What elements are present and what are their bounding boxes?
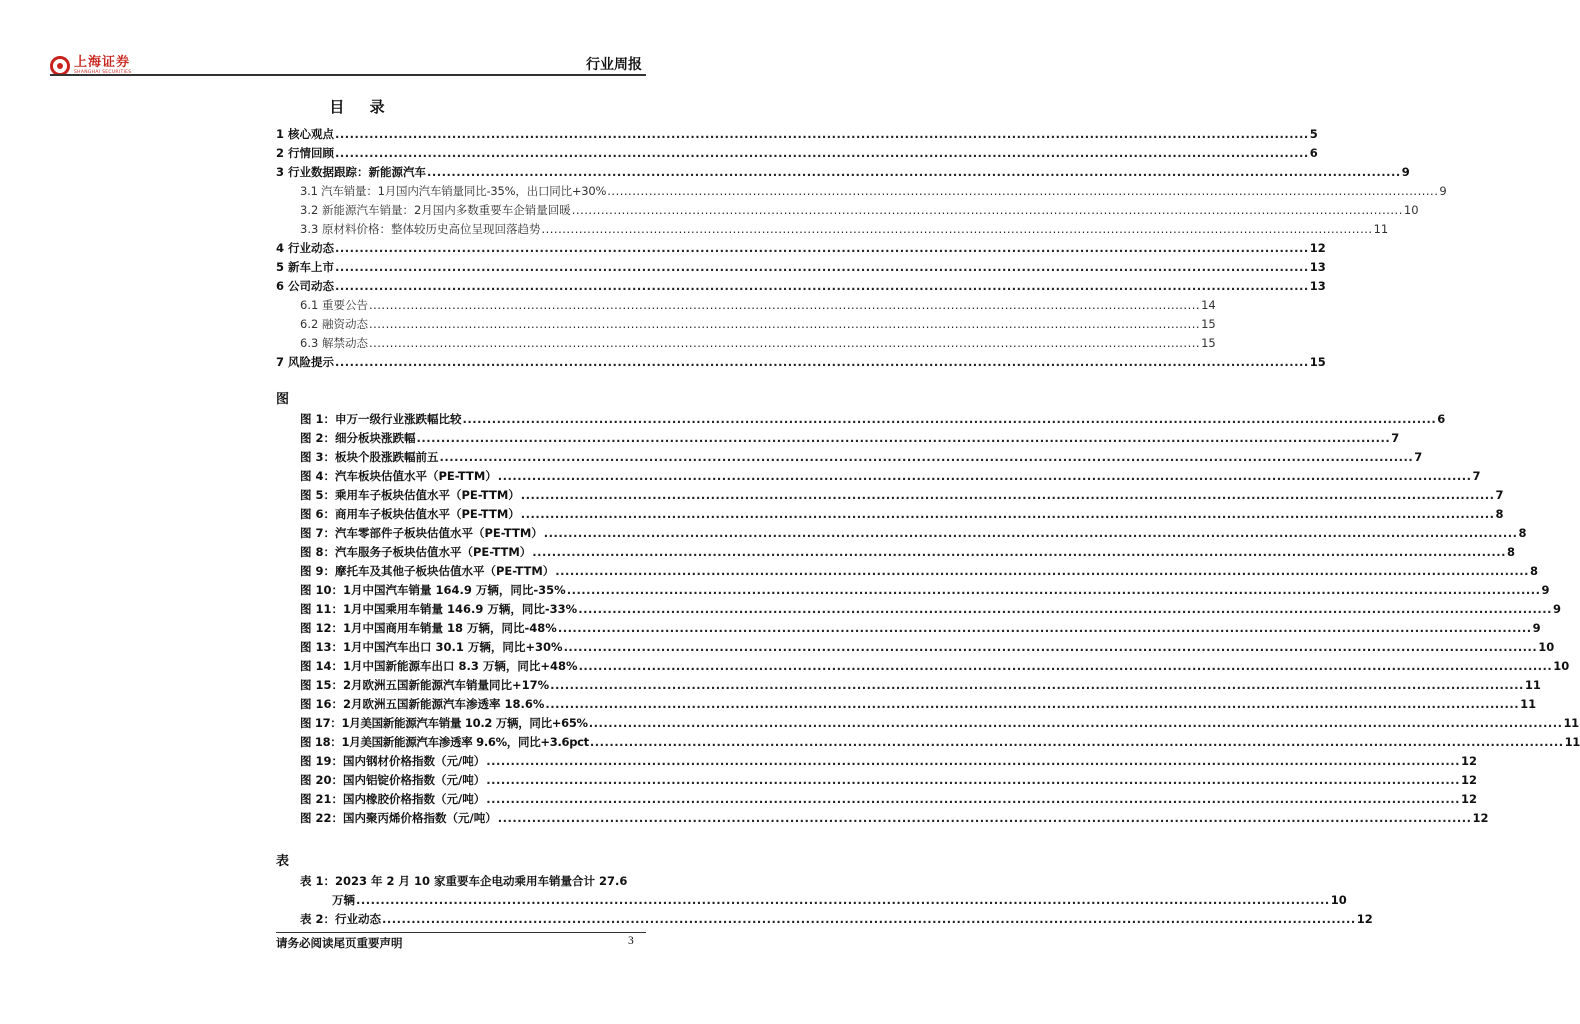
table-entry[interactable]: 表 2：行业动态 ........................................................................................................................................................................................................ 12 xyxy=(300,912,1373,926)
dot-leader: ........................................................................................................................................................................................................ xyxy=(368,298,1201,312)
figure-entry[interactable]: 图 21：国内橡胶价格指数（元/吨） ........................................................................................................................................................................................................ 12 xyxy=(300,792,1477,806)
figures-heading: 图 xyxy=(276,392,290,407)
toc-entry[interactable]: 6 公司动态 ........................................................................................................................................................................................................ 13 xyxy=(276,279,1326,293)
page-header xyxy=(50,50,646,84)
dot-leader: ........................................................................................................................................................................................................ xyxy=(578,659,1553,673)
dot-leader: ........................................................................................................................................................................................................ xyxy=(335,127,1309,141)
dot-leader: ........................................................................................................................................................................................................ xyxy=(555,564,1530,578)
toc-entry[interactable]: 4 行业动态 ........................................................................................................................................................................................................ 12 xyxy=(276,241,1326,255)
figure-entry[interactable]: 图 15：2月欧洲五国新能源汽车销量同比+17% ........................................................................................................................................................................................................ 11 xyxy=(300,678,1541,692)
figure-entry[interactable]: 图 18：1月美国新能源汽车渗透率 9.6%，同比+3.6pct ........................................................................................................................................................................................................ 11 xyxy=(300,735,1580,749)
dot-leader: ........................................................................................................................................................................................................ xyxy=(607,184,1439,198)
footer-divider xyxy=(276,932,646,933)
toc-subentry[interactable]: 3.2 新能源汽车销量：2月国内多数重要车企销量回暖 ........................................................................................................................................................................................................ 10 xyxy=(300,203,1419,217)
toc-entry[interactable]: 2 行情回顾 ........................................................................................................................................................................................................ 6 xyxy=(276,146,1318,160)
header-divider xyxy=(50,74,646,76)
dot-leader: ........................................................................................................................................................................................................ xyxy=(335,279,1309,293)
toc-subentry[interactable]: 3.1 汽车销量：1月国内汽车销量同比-35%，出口同比+30% ........................................................................................................................................................................................................ 9 xyxy=(300,184,1447,198)
dot-leader: ........................................................................................................................................................................................................ xyxy=(356,893,1330,907)
dot-leader: ........................................................................................................................................................................................................ xyxy=(486,773,1460,787)
dot-leader: ........................................................................................................................................................................................................ xyxy=(335,355,1309,369)
dot-leader: ........................................................................................................................................................................................................ xyxy=(439,450,1414,464)
figure-entry[interactable]: 图 3：板块个股涨跌幅前五 ........................................................................................................................................................................................................ 7 xyxy=(300,450,1423,464)
page-number: 3 xyxy=(628,935,634,947)
figure-entry[interactable]: 图 10：1月中国汽车销量 164.9 万辆，同比-35% ........................................................................................................................................................................................................ 9 xyxy=(300,583,1550,597)
dot-leader: ........................................................................................................................................................................................................ xyxy=(578,602,1552,616)
dot-leader: ........................................................................................................................................................................................................ xyxy=(566,583,1541,597)
dot-leader: ........................................................................................................................................................................................................ xyxy=(589,735,1564,749)
figure-entry[interactable]: 图 5：乘用车子板块估值水平（PE-TTM） ........................................................................................................................................................................................................ 7 xyxy=(300,488,1504,502)
report-type: 行业周报 xyxy=(586,57,642,73)
dot-leader: ........................................................................................................................................................................................................ xyxy=(543,526,1518,540)
dot-leader: ........................................................................................................................................................................................................ xyxy=(486,792,1460,806)
figure-entry[interactable]: 图 13：1月中国汽车出口 30.1 万辆，同比+30% ........................................................................................................................................................................................................ 10 xyxy=(300,640,1555,654)
figure-entry[interactable]: 图 1：申万一级行业涨跌幅比较 ........................................................................................................................................................................................................ 6 xyxy=(300,412,1446,426)
figure-entry[interactable]: 图 14：1月中国新能源车出口 8.3 万辆，同比+48% ........................................................................................................................................................................................................ 10 xyxy=(300,659,1570,673)
toc-subentry[interactable]: 6.1 重要公告 ........................................................................................................................................................................................................ 14 xyxy=(300,298,1216,312)
dot-leader: ........................................................................................................................................................................................................ xyxy=(427,165,1401,179)
dot-leader: ........................................................................................................................................................................................................ xyxy=(335,241,1309,255)
dot-leader: ........................................................................................................................................................................................................ xyxy=(545,697,1520,711)
logo-cn-text: 上海证券 xyxy=(74,55,131,71)
dot-leader: ........................................................................................................................................................................................................ xyxy=(520,488,1495,502)
logo-seal-icon xyxy=(50,56,70,76)
figure-entry[interactable]: 图 7：汽车零部件子板块估值水平（PE-TTM） ........................................................................................................................................................................................................ 8 xyxy=(300,526,1527,540)
dot-leader: ........................................................................................................................................................................................................ xyxy=(532,545,1507,559)
dot-leader: ........................................................................................................................................................................................................ xyxy=(550,678,1524,692)
footer-disclaimer: 请务必阅读尾页重要声明 xyxy=(276,936,403,950)
table-entry-line1[interactable]: 表 1：2023 年 2 月 10 家重要车企电动乘用车销量合计 27.6 xyxy=(300,874,628,888)
dot-leader: ........................................................................................................................................................................................................ xyxy=(541,222,1373,236)
figure-entry[interactable]: 图 6：商用车子板块估值水平（PE-TTM） ........................................................................................................................................................................................................ 8 xyxy=(300,507,1504,521)
figure-entry[interactable]: 图 11：1月中国乘用车销量 146.9 万辆，同比-33% ........................................................................................................................................................................................................ 9 xyxy=(300,602,1561,616)
dot-leader: ........................................................................................................................................................................................................ xyxy=(335,260,1309,274)
figure-entry[interactable]: 图 19：国内钢材价格指数（元/吨） ........................................................................................................................................................................................................ 12 xyxy=(300,754,1477,768)
dot-leader: ........................................................................................................................................................................................................ xyxy=(497,811,1472,825)
toc-entry[interactable]: 3 行业数据跟踪：新能源汽车 ........................................................................................................................................................................................................ 9 xyxy=(276,165,1410,179)
dot-leader: ........................................................................................................................................................................................................ xyxy=(497,469,1472,483)
figure-entry[interactable]: 图 9：摩托车及其他子板块估值水平（PE-TTM） ........................................................................................................................................................................................................ 8 xyxy=(300,564,1539,578)
dot-leader: ........................................................................................................................................................................................................ xyxy=(462,412,1437,426)
toc-entry[interactable]: 5 新车上市 ........................................................................................................................................................................................................ 13 xyxy=(276,260,1326,274)
dot-leader: ........................................................................................................................................................................................................ xyxy=(368,317,1201,331)
figure-entry[interactable]: 图 16：2月欧洲五国新能源汽车渗透率 18.6% ........................................................................................................................................................................................................ 11 xyxy=(300,697,1537,711)
figure-entry[interactable]: 图 4：汽车板块估值水平（PE-TTM） ........................................................................................................................................................................................................ 7 xyxy=(300,469,1481,483)
dot-leader: ........................................................................................................................................................................................................ xyxy=(368,336,1201,350)
dot-leader: ........................................................................................................................................................................................................ xyxy=(486,754,1460,768)
dot-leader: ........................................................................................................................................................................................................ xyxy=(335,146,1309,160)
toc-subentry[interactable]: 6.3 解禁动态 ........................................................................................................................................................................................................ 15 xyxy=(300,336,1216,350)
dot-leader: ........................................................................................................................................................................................................ xyxy=(588,716,1563,730)
figure-entry[interactable]: 图 20：国内铝锭价格指数（元/吨） ........................................................................................................................................................................................................ 12 xyxy=(300,773,1477,787)
toc-entry[interactable]: 7 风险提示 ........................................................................................................................................................................................................ 15 xyxy=(276,355,1326,369)
figure-entry[interactable]: 图 2：细分板块涨跌幅 ........................................................................................................................................................................................................ 7 xyxy=(300,431,1400,445)
toc-entry[interactable]: 1 核心观点 ........................................................................................................................................................................................................ 5 xyxy=(276,127,1318,141)
dot-leader: ........................................................................................................................................................................................................ xyxy=(571,203,1403,217)
table-entry[interactable]: 万辆 ........................................................................................................................................................................................................ 10 xyxy=(332,893,1347,907)
toc-subentry[interactable]: 3.3 原材料价格：整体较历史高位呈现回落趋势 ........................................................................................................................................................................................................ 11 xyxy=(300,222,1389,236)
dot-leader: ........................................................................................................................................................................................................ xyxy=(382,912,1356,926)
dot-leader: ........................................................................................................................................................................................................ xyxy=(557,621,1532,635)
company-logo xyxy=(50,56,131,76)
figure-entry[interactable]: 图 12：1月中国商用车销量 18 万辆，同比-48% ........................................................................................................................................................................................................ 9 xyxy=(300,621,1541,635)
dot-leader: ........................................................................................................................................................................................................ xyxy=(563,640,1538,654)
figure-entry[interactable]: 图 17：1月美国新能源汽车销量 10.2 万辆，同比+65% ........................................................................................................................................................................................................ 11 xyxy=(300,716,1579,730)
dot-leader: ........................................................................................................................................................................................................ xyxy=(416,431,1391,445)
figure-entry[interactable]: 图 22：国内聚丙烯价格指数（元/吨） ........................................................................................................................................................................................................ 12 xyxy=(300,811,1489,825)
logo-en-text: SHANGHAI SECURITIES xyxy=(74,70,132,76)
figure-entry[interactable]: 图 8：汽车服务子板块估值水平（PE-TTM） ........................................................................................................................................................................................................ 8 xyxy=(300,545,1516,559)
toc-subentry[interactable]: 6.2 融资动态 ........................................................................................................................................................................................................ 15 xyxy=(300,317,1216,331)
toc-title: 目 录 xyxy=(329,98,395,116)
dot-leader: ........................................................................................................................................................................................................ xyxy=(520,507,1495,521)
tables-heading: 表 xyxy=(276,854,290,869)
